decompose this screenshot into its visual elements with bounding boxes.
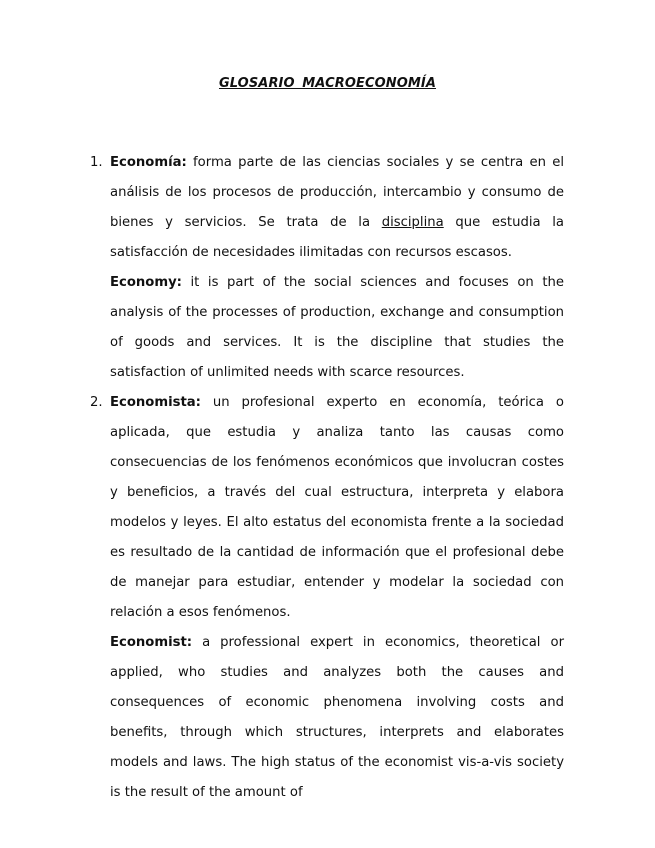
- definition-text: a professional expert in economics, theoretical or applied, who studies and analyzes both the causes and consequences of economic phenomena involving costs and benefits, through which structures, interprets and elaborates models and laws. The high status of the economist vis-a-vis society is the result of the amount of: [110, 635, 564, 800]
- entry-number: 1.: [90, 155, 103, 170]
- definition-text: un profesional experto en economía, teórica o aplicada, que estudia y analiza tanto las causas como consecuencias de los fenómenos económicos que involucran costes y beneficios, a través del cual estructura, interpreta y elabora modelos y leyes. El alto estatus del economista frente a la sociedad es resultado de la cantidad de información que el profesional debe de manejar para estudiar, entender y modelar la sociedad con relación a esos fenómenos.: [110, 395, 564, 620]
- definition-text-end: que estudia la satisfacción de necesidades ilimitadas con recursos escasos.: [110, 215, 565, 260]
- document-title: GLOSARIO MACROECONOMÍA: [218, 76, 437, 91]
- term-es: Economía:: [110, 155, 187, 170]
- term-es: Economista:: [110, 395, 201, 410]
- definition-en: [110, 268, 564, 388]
- term-en: Economy:: [110, 275, 182, 290]
- definition-es: [110, 148, 564, 268]
- glossary-list: [90, 148, 565, 808]
- definition-text: it is part of the social sciences and focuses on the analysis of the processes of production, exchange and consumption of goods and services. It is the discipline that studies the satisfaction of unlimited needs with scarce resources.: [110, 275, 564, 380]
- definition-en: [110, 628, 564, 808]
- disciplina-link[interactable]: disciplina: [381, 215, 444, 230]
- definition-text: forma parte de las ciencias sociales y se centra en el análisis de los procesos de producción, intercambio y consumo de bienes y servicios. Se trata de la: [110, 155, 564, 230]
- term-en: Economist:: [110, 635, 193, 650]
- entry-number: 2.: [90, 395, 103, 410]
- definition-es: [110, 388, 564, 628]
- glossary-entry-1: [90, 148, 565, 388]
- glossary-entry-2: [90, 388, 564, 808]
